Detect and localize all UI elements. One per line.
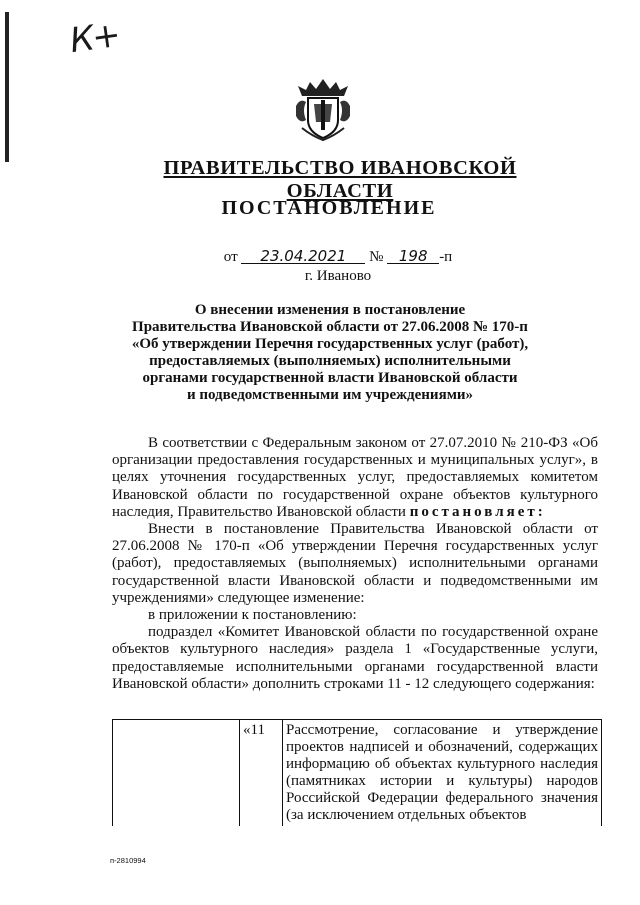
subject-line: органами государственной власти Ивановской области	[142, 370, 518, 386]
table-cell-number: «11	[240, 720, 283, 827]
scan-edge-bar	[5, 12, 9, 162]
preamble-paragraph	[112, 435, 598, 521]
handwritten-mark: К+	[67, 14, 122, 62]
table-row	[113, 720, 602, 827]
paragraph-amend: Внести в постановление Правительства Ивановской области от 27.06.2008 № 170-п «Об утверждении Перечня государственных услуг (работ), предоставляемых (выполняемых) исполнительными органами государственной власти Ивановской области и подведомственными им учреждениями» следующее изменение:	[112, 521, 598, 606]
date-prefix: от	[223, 249, 238, 265]
subject-line: предоставляемых (выполняемых) исполнительными	[149, 353, 511, 369]
number-prefix: №	[369, 249, 384, 265]
coat-of-arms-icon	[294, 76, 352, 142]
preamble-text: В соответствии с Федеральным законом от 27.07.2010 № 210-ФЗ «Об организации предоставления государственных и муниципальных услуг», в целях уточнения государственных услуг, предоставляемых комитетом Ивановской области по государственной охране объектов культурного наследия, Правительство Ивановской области	[112, 435, 598, 520]
handwritten-number: 198	[387, 249, 439, 264]
paragraph-appendix: в приложении к постановлению:	[148, 607, 357, 624]
paragraph-subsection: подраздел «Комитет Ивановской области по государственной охране объектов культурного наследия» раздела 1 «Государственные услуги, предоставляемые исполнительными органами государственной власти Ивановской области» дополнить строками 11 - 12 следующего содержания:	[112, 624, 598, 692]
services-table	[112, 719, 602, 826]
date-number-line	[0, 249, 640, 266]
footer-code: п-2810994	[110, 856, 146, 865]
subject-line: и подведомственными им учреждениями»	[186, 387, 474, 403]
city-line: г. Иваново	[304, 268, 372, 284]
subject-line: О внесении изменения в постановление	[194, 302, 466, 318]
handwritten-date: 23.04.2021	[241, 249, 365, 264]
government-title: ПРАВИТЕЛЬСТВО ИВАНОВСКОЙ ОБЛАСТИ	[163, 157, 517, 202]
resolves-word: постановляет:	[409, 503, 546, 520]
subject-line: «Об утверждении Перечня государственных услуг (работ),	[131, 336, 529, 352]
subject-line: Правительства Ивановской области от 27.06.2008 № 170-п	[132, 319, 528, 335]
document-type-title: ПОСТАНОВЛЕНИЕ	[221, 197, 437, 219]
table-cell-service-text: Рассмотрение, согласование и утверждение проектов надписей и обозначений, содержащих информацию об объектах культурного наследия (памятниках истории и культуры) народов Российской Федерации федерального значения (за исключением отдельных объектов	[283, 720, 602, 827]
resolution-body	[112, 435, 598, 693]
number-suffix: -п	[439, 249, 453, 265]
table-cell-empty	[113, 720, 240, 827]
resolution-subject	[100, 302, 560, 404]
